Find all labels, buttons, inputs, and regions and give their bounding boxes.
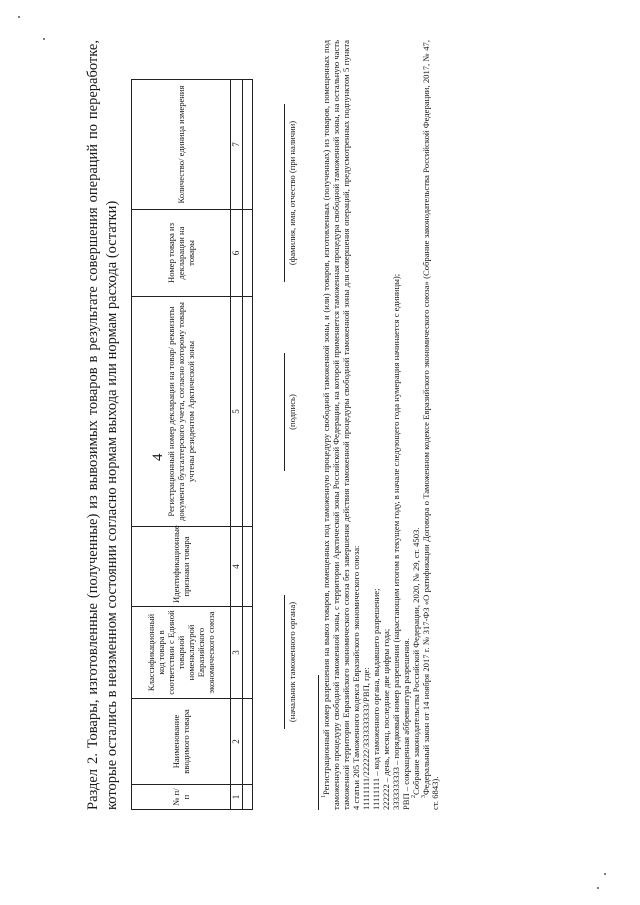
- footnotes: [322, 40, 441, 810]
- footnote-marker: 1: [321, 795, 328, 798]
- signature-line-name: [284, 104, 285, 282]
- header-cell-number: № п/п: [132, 785, 231, 810]
- column-number: 4: [231, 527, 243, 607]
- footnote-marker: 3: [420, 795, 427, 798]
- section-title: Раздел 2. Товары, изготовленные (полученные) из вывозимых товаров в результате совершения операций по переработке, которые остались в неизменном состоянии согласно нормам выхода или нормам расхода (остатки): [85, 40, 120, 810]
- column-numbers-row: [231, 80, 243, 810]
- header-cell-goods-name: Наименование вводимого товара: [132, 699, 231, 785]
- footnote-line: 222222 – день, месяц, последние две цифры года;: [380, 628, 391, 810]
- header-cell-declaration-number: Регистрационный номер декларации на товар/ реквизиты документа бухгалтерского учета, согласно которому товары учтены резидентом Арктической зоны: [132, 297, 231, 527]
- table-cell: [243, 210, 253, 297]
- scan-speck: [43, 38, 45, 40]
- goods-table: [131, 79, 253, 810]
- header-cell-goods-item-number: Номер товара из декларации на товары: [132, 210, 231, 297]
- table-cell: [243, 80, 253, 210]
- scan-speck: [18, 16, 20, 18]
- footnote-text: Собрание законодательства Российской Федерации, 2020, № 29, ст. 4503.: [410, 527, 421, 795]
- table-cell: [243, 607, 253, 699]
- column-number: 6: [231, 210, 243, 297]
- table-cell: [243, 297, 253, 527]
- table-cell: [243, 699, 253, 785]
- signature-caption-official: (начальник таможенного органа): [287, 601, 297, 723]
- column-number: 7: [231, 80, 243, 210]
- table-row-empty: [243, 80, 253, 810]
- footnote-line: 11111111 – код таможенного органа, выдавшего разрешение;: [370, 588, 381, 810]
- header-cell-quantity-unit: Количество/ единица измерения: [132, 80, 231, 210]
- footnote-text: Федеральный закон от 14 ноября 2017 г. № 317-ФЗ «О ратификации Договора о Таможенном кодексе Евразийского экономического союза» (Собрание законодательства Российской Федерации, 2017, № 47, ст. 6843).: [420, 40, 441, 810]
- footnote-marker: 2: [410, 795, 417, 798]
- signature-caption-name: (фамилия, имя, отчество (при наличии): [287, 120, 297, 266]
- footnote-format: 11111111/222222/3333333333/РВП, где:: [360, 667, 371, 810]
- column-number: 1: [231, 785, 243, 810]
- footnote-separator: [318, 675, 319, 810]
- scan-speck: [604, 873, 606, 875]
- column-number: 3: [231, 607, 243, 699]
- footnote-line: 3333333333 – порядковый номер разрешения (нарастающим итогом в текущем году, в начале следующего года нумерация начинается с единицы);: [390, 273, 401, 810]
- table-cell: [243, 527, 253, 607]
- signature-line-signature: [284, 353, 285, 471]
- signature-caption-signature: (подпись): [287, 394, 297, 430]
- header-cell-identification-features: Идентификационные признаки товара: [132, 527, 231, 607]
- table-header-row: [132, 80, 231, 810]
- footnote-3: [422, 40, 442, 810]
- footnote-text: Регистрационный номер разрешения на вывоз товаров, помещенных под таможенную процедуру свободной таможенной зоны, и (или) товаров, изготовленных (полученных) из товаров, помещенных под таможенную процедуру свободной таможенной зоны, с территории Арктической зоны Российской Федерации, на которой применяется таможенная процедура свободной таможенной зоны, на остальную часть таможенной территории Евразийского экономического союза без завершения действия таможенной процедуры свободной таможенной зоны для совершения операций, предусмотренных подпунктом 5 пункта 4 статьи 205 Таможенного кодекса Евразийского экономического союза:: [321, 40, 361, 810]
- header-cell-classification-code: Классификационный код товара в соответствии с Единой товарной номенклатурой Евразийского экономического союза: [132, 607, 231, 699]
- signature-line-official: [284, 595, 285, 729]
- column-number: 2: [231, 699, 243, 785]
- table-cell: [243, 785, 253, 810]
- scan-speck: [597, 887, 599, 889]
- footnote-1: [322, 40, 362, 810]
- page-number: 4: [150, 453, 166, 461]
- footnote-line: РВП – сокращенная аббревиатура разрешения.: [400, 638, 411, 810]
- column-number: 5: [231, 297, 243, 527]
